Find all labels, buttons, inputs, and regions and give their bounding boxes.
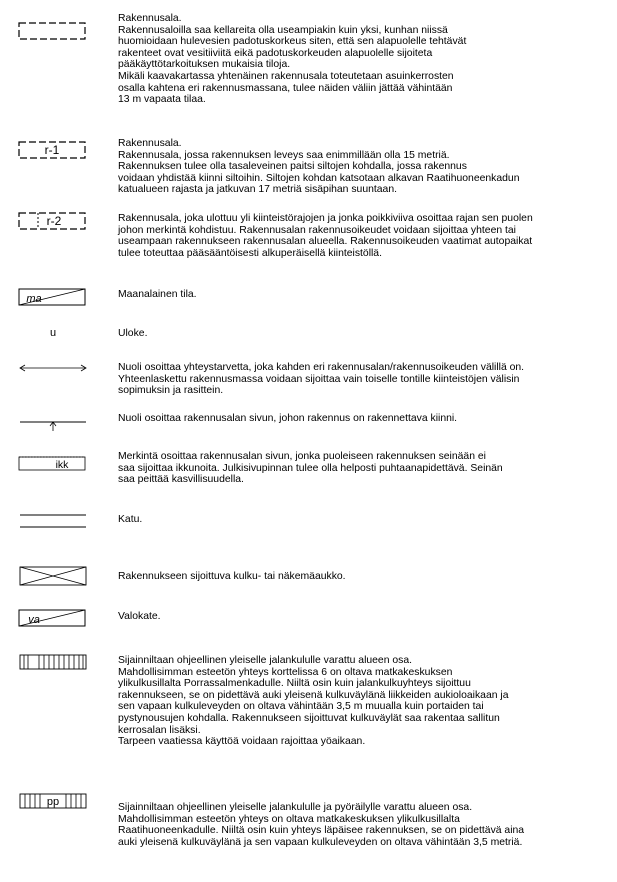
pp-symbol — [18, 793, 88, 809]
symbol-label: u — [49, 327, 57, 339]
pedestrian-cycle-area-icon — [18, 793, 88, 809]
legend-item-valokate — [118, 611, 612, 623]
legend-text-line: sopimuksin ja rasittein. — [118, 385, 224, 397]
legend-text-line: voidaan yhdistää kiinni siltoihin. Siltojen kohdan katsotaan alkavan Raatihuoneenkadun — [118, 172, 520, 184]
passage-opening-icon — [18, 566, 88, 586]
legend-item-rakennettava-kiinni — [118, 413, 612, 425]
legend-text-line: Sijainniltaan ohjeellinen yleiselle jalankululle varattu alueen osa. — [118, 655, 413, 666]
ikk-symbol — [18, 455, 88, 471]
pedestrian-area-icon — [18, 654, 88, 670]
double-arrow-symbol — [18, 363, 88, 373]
legend-text-line: auki yleisenä kulkuväylänä ja sen vapaan kulkuleveyden on oltava vähintään 3,5 metriä. — [118, 836, 523, 848]
legend-text-line: Uloke. — [118, 328, 148, 339]
legend-item-r2 — [118, 213, 612, 259]
legend-text-line: Mahdollisimman esteetön yhteys korttelissa 6 on oltava matkakeskuksen — [118, 666, 453, 678]
va-symbol — [18, 609, 88, 627]
legend-text-line: katualueen rajasta ja jatkuvan 17 metriä sisäpihan suuntaan. — [118, 184, 397, 196]
legend-text-line: Nuoli osoittaa yhteystarvetta, joka kahden eri rakennusalan/rakennusoikeuden välillä on. — [118, 362, 525, 373]
legend-text-line: Mikäli kaavakartassa yhtenäinen rakennusala toteutetaan asuinkerrosten — [118, 70, 454, 82]
legend-item-yhteystarve — [118, 362, 612, 397]
dashed-rectangle-icon — [18, 22, 86, 40]
legend-item-r1 — [118, 138, 612, 196]
legend-text-line: johon merkintä kohdistuu. Rakennusalan rakennusoikeudet voidaan sijoittaa yhteen tai — [118, 224, 516, 236]
legend-text-line: Rakennukseen sijoittuva kulku- tai näkemäaukko. — [118, 571, 346, 582]
legend-item-ma — [118, 289, 612, 301]
legend-text-line: useampaan rakennukseen rakennusalan alueella. Rakennusoikeuden vaatimat autopaikat — [118, 236, 533, 248]
legend-text-line: rakenteet ovat vesitiiviitä eikä padotuskorkeuden alapuolelle sijoiteta — [118, 47, 433, 59]
legend-text-line: Sijainniltaan ohjeellinen yleiselle jalankululle ja pyöräilylle varattu alueen osa. — [118, 802, 473, 813]
legend-text-line: Rakennusaloilla saa kellareita olla useampiakin kuin yksi, kunhan niissä — [118, 24, 448, 36]
u-symbol — [18, 327, 88, 339]
legend-text-line: sen vapaan kulkuleveyden on oltava vähintään 3,5 m muualla kuin portaiden tai — [118, 701, 484, 713]
symbol-label: r-2 — [46, 214, 62, 228]
ma-symbol — [18, 288, 88, 306]
legend-item-rakennusala — [118, 13, 612, 106]
legend-text-line: Nuoli osoittaa rakennusalan sivun, johon rakennus on rakennettava kiinni. — [118, 413, 458, 424]
legend-text-line: osalla kahtena eri rakennusmassana, tulee näiden väliin jättää vähintään — [118, 82, 453, 94]
street-symbol — [18, 513, 88, 529]
legend-text-line: Rakennusala, joka ulottuu yli kiinteistörajojen ja jonka poikkiviiva osoittaa rajan sen puolen — [118, 213, 533, 224]
legend-text-line: Mahdollisimman esteetön yhteys on oltava matkakeskuksen ylikulkusillalta — [118, 813, 460, 825]
double-arrow-icon — [18, 363, 88, 373]
legend-text-line: Rakennusala. — [118, 13, 182, 24]
arrow-line-symbol — [18, 418, 88, 432]
no-windows-icon — [18, 455, 86, 471]
legend-item-jalankulku-pyoraily — [118, 802, 612, 848]
street-icon — [18, 513, 88, 529]
legend-item-ikk — [118, 451, 612, 486]
symbol-label: ma — [26, 293, 42, 305]
skylight-icon — [18, 609, 86, 627]
legend-text-line: ylikulkusillalta Porrassalmenkadulle. Niiltä osin kuin jalankulkuyhteys sijoittuu — [118, 678, 471, 690]
r1-symbol — [18, 141, 88, 159]
legend-text-line: tulee toteuttaa pääsääntöisesti alkuperäisellä kiinteistöllä. — [118, 247, 382, 259]
symbol-label: pp — [46, 796, 60, 808]
legend-text-line: Tarpeen vaatiessa käyttöä voidaan rajoittaa yöaikaan. — [118, 736, 366, 748]
legend-item-kulkuaukko — [118, 571, 612, 583]
legend-text-line: kerrosalan lisäksi. — [118, 724, 201, 736]
dashed-rectangle-icon — [18, 141, 86, 159]
legend-text-line: Yhteenlaskettu rakennusmassa voidaan sijoittaa vain toiselle tontille kiinteistöjen välisin — [118, 373, 520, 385]
legend-text-line: Maanalainen tila. — [118, 289, 197, 300]
legend-text-line: rakennukseen, se on pidettävä auki yleisenä kulkuväylänä liikkeiden aukioloaikaan ja — [118, 689, 509, 701]
underground-space-icon — [18, 288, 86, 306]
legend-text-line: Merkintä osoittaa rakennusalan sivun, jonka puoleiseen rakennuksen seinään ei — [118, 451, 486, 462]
legend-text-line: Katu. — [118, 514, 143, 525]
arrow-up-icon — [18, 418, 88, 432]
rakennusala-symbol — [18, 22, 88, 40]
legend-text-line: Rakennusala. — [118, 138, 182, 149]
symbol-label: ikk — [55, 459, 69, 471]
legend-text-line: Raatihuoneenkadulle. Niiltä osin kuin yhteys läpäisee rakennuksen, se on pidettävä aina — [118, 825, 525, 837]
legend-item-jalankulku — [118, 655, 612, 748]
symbol-label: r-1 — [44, 143, 60, 157]
r2-symbol — [18, 212, 88, 230]
symbol-label: va — [28, 614, 40, 626]
crossed-box-symbol — [18, 566, 88, 586]
pedestrian-symbol — [18, 654, 88, 670]
legend-text-line: Rakennusala, jossa rakennuksen leveys saa enimmillään olla 15 metriä. — [118, 149, 450, 161]
legend-item-uloke — [118, 328, 612, 340]
legend-text-line: pystynousujen kohdalla. Rakennukseen sijoittuvat kulkuväylät saa rakentaa sallitun — [118, 712, 500, 724]
legend-text-line: saa sijoittaa ikkunoita. Julkisivupinnan tulee olla helposti puhtaanapidettävä. Seinän — [118, 462, 503, 474]
legend-text-line: saa peittää kasvillisuudella. — [118, 474, 244, 486]
legend-text-line: pääkäyttötarkoituksen mukaisia tiloja. — [118, 59, 291, 71]
legend-text-line: Valokate. — [118, 611, 161, 622]
legend-item-katu — [118, 514, 612, 526]
legend-text-line: 13 m vapaata tilaa. — [118, 94, 206, 106]
legend-text-line: Rakennuksen tulee olla tasaleveinen paitsi siltojen kohdalla, jossa rakennus — [118, 161, 467, 173]
dashed-rectangle-icon — [18, 212, 86, 230]
legend-text-line: huomioidaan hulevesien padotuskorkeus siten, että sen alapuolelle tehtävät — [118, 36, 467, 48]
